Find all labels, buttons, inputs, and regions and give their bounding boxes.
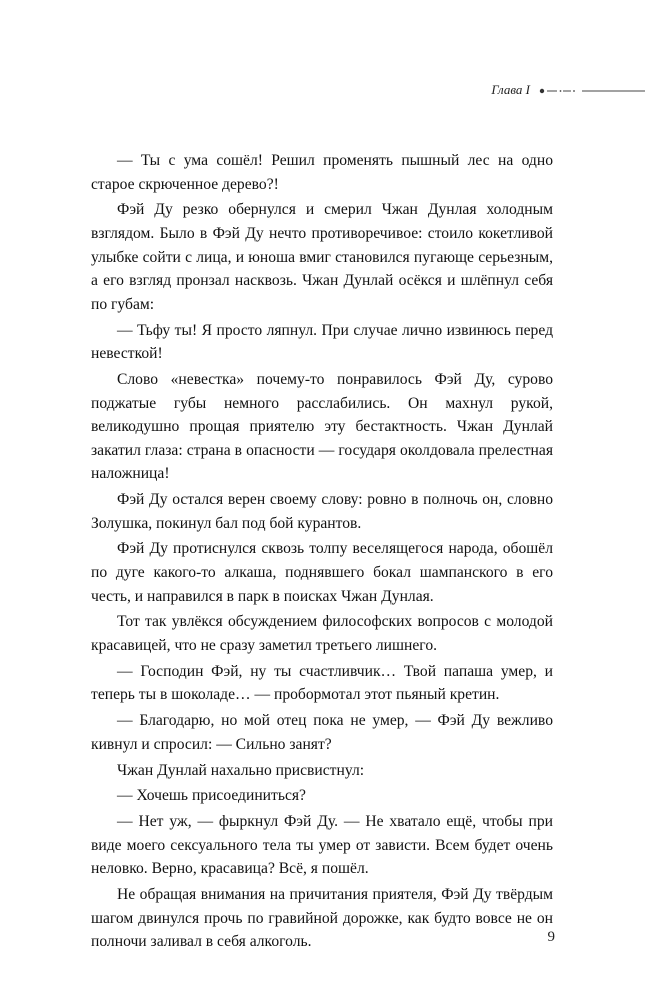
paragraph: Фэй Ду резко обернулся и смерил Чжан Дунлая холодным взглядом. Было в Фэй Ду нечто противоречивое: стоило кокетливой улыбке сойти с лица, и юноша вмиг становился пугающе серьезным, а его взгляд пронзал насквозь. Чжан Дунлай осёкся и шлёпнул себя по губам: xyxy=(91,201,553,313)
paragraph: — Нет уж, — фыркнул Фэй Ду. — Не хватало ещё, чтобы при виде моего сексуального тела ты умер от зависти. Всем будет очень неловко. Верно, красавица? Всё, я пошёл. xyxy=(91,813,553,878)
running-header xyxy=(0,82,645,102)
paragraph: — Господин Фэй, ну ты счастливчик… Твой папаша умер, и теперь ты в шоколаде… — пробормотал этот пьяный кретин. xyxy=(91,662,553,704)
paragraph: — Хочешь присоединиться? xyxy=(117,787,306,805)
paragraph: Не обращая внимания на причитания приятеля, Фэй Ду твёрдым шагом двинулся прочь по гравийной дорожке, как будто вовсе не он полночи заливал в себя алкоголь. xyxy=(91,886,553,951)
paragraph: Чжан Дунлай нахально присвистнул: xyxy=(117,761,365,779)
paragraph: Тот так увлёкся обсуждением философских вопросов с молодой красавицей, что не сразу заметил третьего лишнего. xyxy=(91,613,553,654)
dotted-rule-ornament-icon xyxy=(538,88,645,94)
paragraph: — Благодарю, но мой отец пока не умер, — Фэй Ду вежливо кивнул и спросил: — Сильно занят? xyxy=(91,712,553,753)
paragraph: Фэй Ду протиснулся сквозь толпу веселящегося народа, обошёл по дуге какого-то алкаша, поднявшего бокал шампанского в его честь, и направился в парк в поисках Чжан Дунлая. xyxy=(91,540,553,605)
chapter-label: Глава I xyxy=(491,82,530,97)
paragraph: Фэй Ду остался верен своему слову: ровно в полночь он, словно Золушка, покинул бал под бой курантов. xyxy=(91,491,553,532)
body-text xyxy=(91,149,553,956)
paragraph: Слово «невестка» почему-то понравилось Фэй Ду, сурово поджатые губы немного расслабились. Он махнул рукой, великодушно прощая приятелю эту бестактность. Чжан Дунлай закатил глаза: страна в опасности — государя околдовала прелестная наложница! xyxy=(91,370,553,483)
paragraph: — Ты с ума сошёл! Решил променять пышный лес на одно старое скрюченное дерево?! xyxy=(91,152,553,193)
paragraph: — Тьфу ты! Я просто ляпнул. При случае лично извинюсь перед невесткой! xyxy=(91,321,553,363)
page-number: 9 xyxy=(547,929,555,945)
